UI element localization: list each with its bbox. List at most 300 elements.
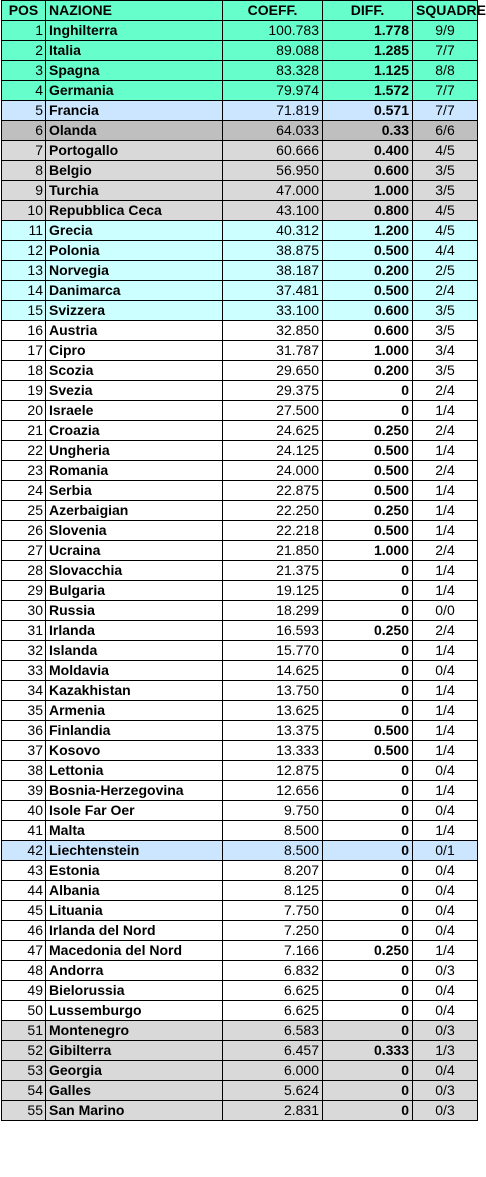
cell-nazione: Finlandia	[46, 721, 223, 741]
cell-coeff: 8.500	[223, 841, 323, 861]
cell-squadre: 1/4	[413, 401, 478, 421]
cell-diff: 0.250	[323, 501, 413, 521]
cell-pos: 31	[2, 621, 46, 641]
cell-squadre: 0/4	[413, 921, 478, 941]
cell-squadre: 0/4	[413, 1061, 478, 1081]
cell-coeff: 24.125	[223, 441, 323, 461]
cell-squadre: 0/1	[413, 841, 478, 861]
table-row	[2, 281, 478, 301]
cell-squadre: 0/4	[413, 661, 478, 681]
table-row	[2, 621, 478, 641]
cell-squadre: 4/5	[413, 201, 478, 221]
cell-coeff: 12.656	[223, 781, 323, 801]
table-row	[2, 781, 478, 801]
cell-coeff: 12.875	[223, 761, 323, 781]
cell-diff: 0.333	[323, 1041, 413, 1061]
table-row	[2, 181, 478, 201]
cell-diff: 0.500	[323, 741, 413, 761]
table-row	[2, 501, 478, 521]
table-row	[2, 881, 478, 901]
cell-squadre: 7/7	[413, 41, 478, 61]
cell-pos: 23	[2, 461, 46, 481]
cell-squadre: 3/5	[413, 301, 478, 321]
cell-squadre: 4/5	[413, 141, 478, 161]
cell-diff: 0.33	[323, 121, 413, 141]
table-row	[2, 421, 478, 441]
cell-nazione: Georgia	[46, 1061, 223, 1081]
cell-coeff: 13.750	[223, 681, 323, 701]
cell-pos: 55	[2, 1101, 46, 1121]
cell-nazione: Croazia	[46, 421, 223, 441]
cell-diff: 0.500	[323, 441, 413, 461]
header-row	[2, 1, 478, 21]
cell-squadre: 2/5	[413, 261, 478, 281]
cell-coeff: 6.832	[223, 961, 323, 981]
cell-diff: 0	[323, 881, 413, 901]
cell-squadre: 1/4	[413, 521, 478, 541]
cell-diff: 0	[323, 861, 413, 881]
cell-nazione: Lettonia	[46, 761, 223, 781]
cell-nazione: Francia	[46, 101, 223, 121]
cell-pos: 7	[2, 141, 46, 161]
cell-nazione: Scozia	[46, 361, 223, 381]
cell-nazione: Serbia	[46, 481, 223, 501]
table-row	[2, 921, 478, 941]
table-row	[2, 961, 478, 981]
table-row	[2, 1021, 478, 1041]
cell-nazione: Russia	[46, 601, 223, 621]
cell-diff: 0	[323, 781, 413, 801]
cell-nazione: Belgio	[46, 161, 223, 181]
cell-squadre: 0/4	[413, 761, 478, 781]
cell-nazione: Ungheria	[46, 441, 223, 461]
cell-nazione: Moldavia	[46, 661, 223, 681]
cell-squadre: 7/7	[413, 81, 478, 101]
cell-coeff: 8.500	[223, 821, 323, 841]
cell-nazione: Isole Far Oer	[46, 801, 223, 821]
cell-squadre: 1/4	[413, 701, 478, 721]
cell-coeff: 7.750	[223, 901, 323, 921]
cell-nazione: Slovacchia	[46, 561, 223, 581]
cell-squadre: 7/7	[413, 101, 478, 121]
cell-squadre: 8/8	[413, 61, 478, 81]
table-row	[2, 741, 478, 761]
cell-nazione: Lituania	[46, 901, 223, 921]
cell-pos: 42	[2, 841, 46, 861]
cell-diff: 1.200	[323, 221, 413, 241]
cell-pos: 40	[2, 801, 46, 821]
cell-nazione: Portogallo	[46, 141, 223, 161]
cell-coeff: 18.299	[223, 601, 323, 621]
cell-coeff: 33.100	[223, 301, 323, 321]
cell-nazione: Montenegro	[46, 1021, 223, 1041]
cell-diff: 0	[323, 581, 413, 601]
cell-coeff: 15.770	[223, 641, 323, 661]
table-row	[2, 361, 478, 381]
cell-diff: 0	[323, 961, 413, 981]
cell-nazione: Macedonia del Nord	[46, 941, 223, 961]
table-row	[2, 541, 478, 561]
table-row	[2, 41, 478, 61]
table-row	[2, 321, 478, 341]
cell-pos: 24	[2, 481, 46, 501]
cell-squadre: 0/3	[413, 1081, 478, 1101]
cell-coeff: 56.950	[223, 161, 323, 181]
cell-coeff: 19.125	[223, 581, 323, 601]
cell-coeff: 24.625	[223, 421, 323, 441]
cell-squadre: 1/4	[413, 781, 478, 801]
table-row	[2, 301, 478, 321]
table-row	[2, 681, 478, 701]
cell-nazione: Italia	[46, 41, 223, 61]
table-row	[2, 841, 478, 861]
cell-pos: 29	[2, 581, 46, 601]
table-row	[2, 641, 478, 661]
cell-diff: 0.500	[323, 521, 413, 541]
cell-squadre: 1/4	[413, 561, 478, 581]
cell-coeff: 32.850	[223, 321, 323, 341]
cell-squadre: 2/4	[413, 461, 478, 481]
cell-diff: 1.125	[323, 61, 413, 81]
cell-squadre: 0/4	[413, 861, 478, 881]
cell-nazione: Ucraina	[46, 541, 223, 561]
cell-pos: 18	[2, 361, 46, 381]
cell-pos: 10	[2, 201, 46, 221]
cell-nazione: Armenia	[46, 701, 223, 721]
cell-diff: 0.571	[323, 101, 413, 121]
cell-pos: 49	[2, 981, 46, 1001]
cell-squadre: 2/4	[413, 621, 478, 641]
table-row	[2, 81, 478, 101]
cell-diff: 1.000	[323, 541, 413, 561]
table-row	[2, 61, 478, 81]
cell-coeff: 6.000	[223, 1061, 323, 1081]
cell-nazione: Spagna	[46, 61, 223, 81]
cell-coeff: 38.875	[223, 241, 323, 261]
cell-pos: 26	[2, 521, 46, 541]
table-row	[2, 1041, 478, 1061]
cell-pos: 25	[2, 501, 46, 521]
cell-squadre: 1/4	[413, 741, 478, 761]
table-row	[2, 761, 478, 781]
cell-nazione: Israele	[46, 401, 223, 421]
cell-diff: 0	[323, 841, 413, 861]
cell-nazione: Svizzera	[46, 301, 223, 321]
cell-coeff: 7.250	[223, 921, 323, 941]
table-row	[2, 441, 478, 461]
table-row	[2, 221, 478, 241]
cell-coeff: 8.207	[223, 861, 323, 881]
header-squadre: SQUADRE	[413, 1, 478, 21]
cell-pos: 19	[2, 381, 46, 401]
table-row	[2, 581, 478, 601]
cell-coeff: 13.375	[223, 721, 323, 741]
cell-nazione: Liechtenstein	[46, 841, 223, 861]
cell-squadre: 0/0	[413, 601, 478, 621]
cell-pos: 22	[2, 441, 46, 461]
cell-squadre: 0/3	[413, 961, 478, 981]
cell-coeff: 43.100	[223, 201, 323, 221]
table-row	[2, 481, 478, 501]
cell-coeff: 7.166	[223, 941, 323, 961]
cell-nazione: Bielorussia	[46, 981, 223, 1001]
cell-nazione: Gibilterra	[46, 1041, 223, 1061]
cell-coeff: 9.750	[223, 801, 323, 821]
cell-squadre: 3/4	[413, 341, 478, 361]
table-row	[2, 721, 478, 741]
cell-coeff: 2.831	[223, 1101, 323, 1121]
cell-coeff: 13.625	[223, 701, 323, 721]
cell-diff: 0.500	[323, 241, 413, 261]
cell-squadre: 6/6	[413, 121, 478, 141]
table-row	[2, 941, 478, 961]
cell-coeff: 14.625	[223, 661, 323, 681]
cell-diff: 1.000	[323, 181, 413, 201]
cell-pos: 53	[2, 1061, 46, 1081]
cell-squadre: 0/3	[413, 1101, 478, 1121]
cell-nazione: Austria	[46, 321, 223, 341]
cell-coeff: 13.333	[223, 741, 323, 761]
table-row	[2, 161, 478, 181]
cell-diff: 0	[323, 1101, 413, 1121]
cell-diff: 0.500	[323, 721, 413, 741]
cell-diff: 0	[323, 601, 413, 621]
cell-diff: 0.600	[323, 161, 413, 181]
cell-nazione: Germania	[46, 81, 223, 101]
cell-pos: 54	[2, 1081, 46, 1101]
cell-diff: 1.285	[323, 41, 413, 61]
cell-diff: 0.250	[323, 941, 413, 961]
cell-pos: 6	[2, 121, 46, 141]
cell-nazione: Polonia	[46, 241, 223, 261]
table-row	[2, 261, 478, 281]
cell-pos: 46	[2, 921, 46, 941]
cell-pos: 9	[2, 181, 46, 201]
cell-coeff: 60.666	[223, 141, 323, 161]
cell-coeff: 71.819	[223, 101, 323, 121]
cell-coeff: 29.375	[223, 381, 323, 401]
header-nazione: NAZIONE	[46, 1, 223, 21]
table-row	[2, 561, 478, 581]
table-row	[2, 461, 478, 481]
cell-squadre: 1/4	[413, 681, 478, 701]
cell-pos: 35	[2, 701, 46, 721]
cell-pos: 43	[2, 861, 46, 881]
cell-coeff: 6.625	[223, 981, 323, 1001]
cell-pos: 1	[2, 21, 46, 41]
cell-coeff: 37.481	[223, 281, 323, 301]
cell-diff: 0.250	[323, 621, 413, 641]
cell-coeff: 22.250	[223, 501, 323, 521]
ranking-table	[1, 0, 486, 1121]
table-row	[2, 401, 478, 421]
cell-nazione: Islanda	[46, 641, 223, 661]
cell-pos: 17	[2, 341, 46, 361]
cell-nazione: Estonia	[46, 861, 223, 881]
cell-diff: 0.200	[323, 261, 413, 281]
cell-diff: 0	[323, 701, 413, 721]
cell-coeff: 29.650	[223, 361, 323, 381]
cell-nazione: Olanda	[46, 121, 223, 141]
cell-pos: 21	[2, 421, 46, 441]
cell-nazione: Norvegia	[46, 261, 223, 281]
cell-diff: 0	[323, 1081, 413, 1101]
table-row	[2, 1061, 478, 1081]
cell-nazione: Albania	[46, 881, 223, 901]
cell-squadre: 1/4	[413, 481, 478, 501]
table-row	[2, 201, 478, 221]
table-row	[2, 21, 478, 41]
cell-coeff: 47.000	[223, 181, 323, 201]
cell-nazione: Lussemburgo	[46, 1001, 223, 1021]
cell-squadre: 3/5	[413, 361, 478, 381]
cell-squadre: 0/4	[413, 901, 478, 921]
cell-diff: 0.500	[323, 461, 413, 481]
cell-pos: 15	[2, 301, 46, 321]
cell-pos: 47	[2, 941, 46, 961]
cell-coeff: 100.783	[223, 21, 323, 41]
table-row	[2, 601, 478, 621]
cell-nazione: San Marino	[46, 1101, 223, 1121]
cell-diff: 0	[323, 561, 413, 581]
cell-squadre: 0/4	[413, 1001, 478, 1021]
cell-nazione: Irlanda del Nord	[46, 921, 223, 941]
cell-nazione: Grecia	[46, 221, 223, 241]
cell-diff: 0.500	[323, 481, 413, 501]
table-row	[2, 381, 478, 401]
cell-squadre: 0/4	[413, 981, 478, 1001]
cell-pos: 27	[2, 541, 46, 561]
table-row	[2, 521, 478, 541]
cell-coeff: 21.375	[223, 561, 323, 581]
cell-diff: 0.200	[323, 361, 413, 381]
cell-nazione: Svezia	[46, 381, 223, 401]
cell-coeff: 5.624	[223, 1081, 323, 1101]
cell-diff: 0	[323, 1021, 413, 1041]
table-row	[2, 661, 478, 681]
cell-coeff: 8.125	[223, 881, 323, 901]
cell-nazione: Danimarca	[46, 281, 223, 301]
cell-squadre: 1/4	[413, 941, 478, 961]
cell-pos: 36	[2, 721, 46, 741]
cell-diff: 0	[323, 1001, 413, 1021]
cell-coeff: 22.875	[223, 481, 323, 501]
cell-pos: 39	[2, 781, 46, 801]
cell-diff: 0	[323, 901, 413, 921]
cell-pos: 13	[2, 261, 46, 281]
table-row	[2, 901, 478, 921]
cell-pos: 20	[2, 401, 46, 421]
cell-diff: 0	[323, 1061, 413, 1081]
cell-diff: 0	[323, 661, 413, 681]
cell-coeff: 6.625	[223, 1001, 323, 1021]
cell-pos: 48	[2, 961, 46, 981]
table-row	[2, 1001, 478, 1021]
cell-pos: 45	[2, 901, 46, 921]
cell-squadre: 3/5	[413, 181, 478, 201]
table-row	[2, 241, 478, 261]
cell-diff: 0	[323, 801, 413, 821]
cell-nazione: Slovenia	[46, 521, 223, 541]
cell-nazione: Malta	[46, 821, 223, 841]
cell-nazione: Azerbaigian	[46, 501, 223, 521]
cell-coeff: 38.187	[223, 261, 323, 281]
cell-diff: 0	[323, 921, 413, 941]
cell-pos: 50	[2, 1001, 46, 1021]
table-row	[2, 801, 478, 821]
cell-squadre: 1/4	[413, 581, 478, 601]
cell-nazione: Bulgaria	[46, 581, 223, 601]
cell-squadre: 0/4	[413, 881, 478, 901]
cell-diff: 0.600	[323, 301, 413, 321]
cell-coeff: 6.583	[223, 1021, 323, 1041]
header-pos: POS	[2, 1, 46, 21]
cell-nazione: Andorra	[46, 961, 223, 981]
cell-diff: 0.800	[323, 201, 413, 221]
cell-diff: 0	[323, 641, 413, 661]
cell-nazione: Galles	[46, 1081, 223, 1101]
header-diff: DIFF.	[323, 1, 413, 21]
cell-pos: 14	[2, 281, 46, 301]
cell-squadre: 0/3	[413, 1021, 478, 1041]
cell-nazione: Turchia	[46, 181, 223, 201]
cell-squadre: 3/5	[413, 321, 478, 341]
cell-coeff: 22.218	[223, 521, 323, 541]
cell-squadre: 1/4	[413, 721, 478, 741]
cell-pos: 33	[2, 661, 46, 681]
cell-diff: 1.778	[323, 21, 413, 41]
table-row	[2, 981, 478, 1001]
cell-pos: 5	[2, 101, 46, 121]
cell-diff: 0	[323, 401, 413, 421]
cell-coeff: 64.033	[223, 121, 323, 141]
cell-pos: 34	[2, 681, 46, 701]
cell-squadre: 1/3	[413, 1041, 478, 1061]
cell-pos: 8	[2, 161, 46, 181]
cell-pos: 38	[2, 761, 46, 781]
cell-pos: 32	[2, 641, 46, 661]
cell-diff: 0	[323, 821, 413, 841]
cell-diff: 0	[323, 681, 413, 701]
cell-pos: 4	[2, 81, 46, 101]
cell-pos: 51	[2, 1021, 46, 1041]
cell-squadre: 0/4	[413, 801, 478, 821]
cell-coeff: 89.088	[223, 41, 323, 61]
table-row	[2, 1081, 478, 1101]
cell-squadre: 1/4	[413, 821, 478, 841]
table-row	[2, 701, 478, 721]
cell-pos: 37	[2, 741, 46, 761]
cell-coeff: 24.000	[223, 461, 323, 481]
cell-coeff: 21.850	[223, 541, 323, 561]
cell-diff: 0	[323, 981, 413, 1001]
cell-pos: 2	[2, 41, 46, 61]
cell-pos: 11	[2, 221, 46, 241]
table-row	[2, 121, 478, 141]
cell-squadre: 1/4	[413, 501, 478, 521]
cell-coeff: 27.500	[223, 401, 323, 421]
table-row	[2, 861, 478, 881]
cell-nazione: Romania	[46, 461, 223, 481]
cell-nazione: Inghilterra	[46, 21, 223, 41]
cell-nazione: Irlanda	[46, 621, 223, 641]
cell-nazione: Repubblica Ceca	[46, 201, 223, 221]
cell-squadre: 2/4	[413, 381, 478, 401]
cell-diff: 1.572	[323, 81, 413, 101]
table-row	[2, 101, 478, 121]
cell-pos: 41	[2, 821, 46, 841]
cell-coeff: 6.457	[223, 1041, 323, 1061]
